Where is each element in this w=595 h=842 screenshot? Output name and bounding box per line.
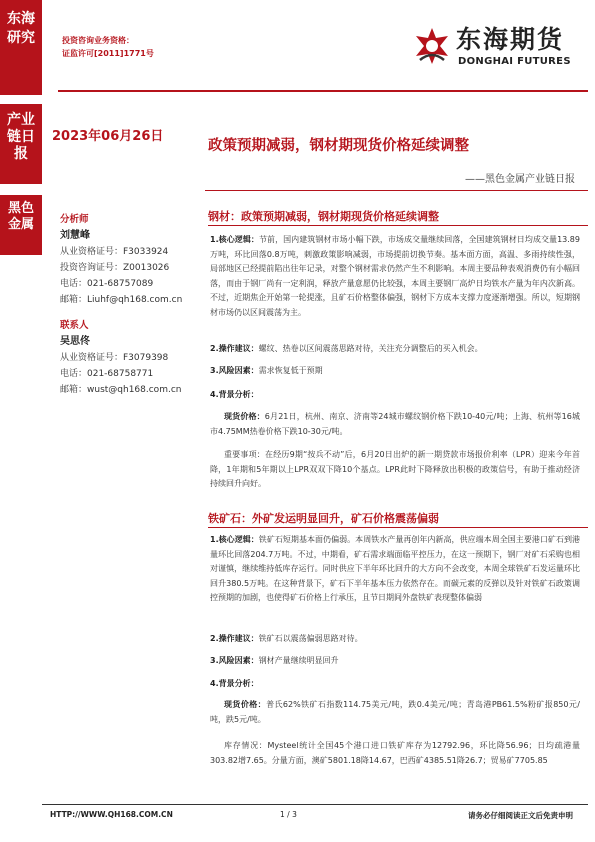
analyst-cert-number: 从业资格证号：F3033924 [60,247,169,257]
steel-risk-factors-label: 3.风险因素： [210,366,259,375]
contact-role-label: 联系人 [60,320,89,331]
ore-spot-price [210,698,580,727]
ore-risk-factors-label: 3.风险因素： [210,656,259,665]
side-label-report-type-text: 产业链日报 [7,112,35,162]
report-date: 2023年06月26日 [52,129,164,144]
ore-operation-advice [210,632,580,647]
steel-core-logic [210,233,580,320]
header-divider [58,90,588,92]
steel-risk-factors [210,364,580,379]
steel-spot-price [210,410,580,439]
analyst-phone: 电话：021-68757089 [60,279,154,289]
steel-key-events [210,448,580,492]
logo-english-text: DONGHAI FUTURES [458,56,571,67]
analyst-email[interactable]: 邮箱：Liuhf@qh168.com.cn [60,295,183,305]
footer-website-link[interactable]: HTTP://WWW.QH168.COM.CN [50,810,173,819]
company-logo [410,22,588,72]
report-title: 政策预期减弱，钢材期现货价格延续调整 [208,138,469,154]
contact-cert-number: 从业资格证号：F3079398 [60,353,169,363]
ore-section-title: 铁矿石：外矿发运明显回升，矿石价格震荡偏弱 [208,512,439,525]
steel-risk-factors-text: 需求恢复低于预期 [258,366,323,375]
side-label-report-type [0,104,42,184]
ore-core-logic-text: 铁矿石短期基本面仍偏弱。本周铁水产量再创年内新高，供应端本周全国主要港口矿石到港量环比回落204.7万吨。不过，中期看，矿石需求端面临平控压力，在这一预期下，钢厂对矿石采购也相对谨慎，继续维持低库存运行。同时供应下半年环比回升的大方向不会改变，本周全球铁矿石发运量环比回升380.5万吨。在这种背景下，矿石下半年基本压力依然存在。而碳元素的反弹以及针对铁矿石政策调控预期的加剧，也使得矿石价格上行承压，且节日期间外盘铁矿表现整体偏弱 [210,535,580,602]
steel-spot-price-text: 6月21日，杭州、南京、济南等24城市螺纹钢价格下跌10-40元/吨；上海、杭州等16城市4.75MM热卷价格下跌10-30元/吨。 [210,412,581,436]
contact-phone: 电话：021-68758771 [60,369,154,379]
ore-operation-advice-text: 铁矿石以震荡偏弱思路对待。 [258,634,363,643]
analyst-panel [60,212,205,398]
side-label-research-text: 东海研究 [7,11,35,46]
ore-inventory [210,739,580,768]
steel-key-events-text: 重要事项：在经历9期“按兵不动”后，6月20日出炉的新一期贷款市场报价利率（LPR）迎来今年首降，1年期和5年期以上LPR双双下降10个基点。LPR此时下降释放出积极的政策信号，有助于推动经济持续回升向好。 [210,450,580,488]
steel-core-logic-label: 1.核心逻辑： [210,235,259,244]
ore-spot-price-text: 普氏62%铁矿石指数114.75美元/吨，跌0.4美元/吨；青岛港PB61.5%粉矿报850元/吨，跌5元/吨。 [210,700,580,724]
analyst-consult-number: 投资咨询证号：Z0013026 [60,263,170,273]
analyst-name: 刘慧峰 [60,230,90,241]
footer-disclaimer: 请务必仔细阅读正文后免责申明 [468,811,573,820]
ore-risk-factors [210,654,580,669]
ore-inventory-text: 库存情况：Mysteel统计全国45个港口进口铁矿库存为12792.96，环比降56.96；日均疏港量303.82增7.65。分量方面，澳矿5801.18降14.67，巴西矿4385.51降26.7；贸易矿7705.85 [210,741,580,765]
footer-page-number: 1 / 3 [280,810,297,819]
qualification-line-1: 投资咨询业务资格： [62,36,134,45]
ore-section-divider [208,527,588,528]
report-series-name: ——黑色金属产业链日报 [465,174,575,185]
steel-operation-advice-text: 螺纹、热卷以区间震荡思路对待，关注充分调整后的买入机会。 [258,344,483,353]
ore-operation-advice-label: 2.操作建议： [210,634,259,643]
steel-spot-price-label: 现货价格： [224,412,265,421]
steel-operation-advice [210,342,580,357]
ore-risk-factors-text: 钢材产量继续明显回升 [258,656,339,665]
side-label-sector [0,195,42,255]
logo-mark-icon [410,24,454,68]
qualification-block [62,34,154,60]
side-label-sector-text: 黑色金属 [7,201,34,232]
qualification-line-2: 证监许可[2011]1771号 [62,49,154,58]
ore-core-logic [210,533,580,606]
contact-email[interactable]: 邮箱：wust@qh168.com.cn [60,385,182,395]
steel-operation-advice-label: 2.操作建议： [210,344,259,353]
ore-spot-price-label: 现货价格： [224,700,267,709]
ore-core-logic-label: 1.核心逻辑： [210,535,259,544]
footer-divider [42,804,588,805]
steel-background [210,388,580,403]
steel-section-divider [208,225,588,226]
ore-background-label: 4.背景分析： [210,679,259,688]
side-label-research [0,0,42,95]
analyst-role-label: 分析师 [60,214,89,225]
steel-background-label: 4.背景分析： [210,390,259,399]
title-divider [205,190,588,191]
logo-chinese-text: 东海期货 [456,25,565,54]
ore-background [210,677,580,692]
steel-section-title: 钢材：政策预期减弱，钢材期现货价格延续调整 [208,210,439,223]
contact-name: 吴思佟 [60,336,90,347]
steel-core-logic-text: 节前，国内建筑钢材市场小幅下跌，市场成交量继续回落，全国建筑钢材日均成交量13.89万吨，环比回落0.8万吨，刺激政策影响减弱，市场提前切换节奏。基本面方面，高温、多雨持续性强，局部地区已经提前陷出往年记录，对整个钢材需求仍然产生不利影响。本周主要品种表观消费仍有小幅回落，而由于钢厂尚有一定利润，释放产量意愿仍比较强，本周主要钢厂高炉日均铁水产量为年内次新高。不过，近期焦企开始第一轮提涨，且矿石价格整体偏强，钢材下方成本支撑力度逐渐增强。所以，短期钢材市场仍以区间震荡为主。 [210,235,580,317]
